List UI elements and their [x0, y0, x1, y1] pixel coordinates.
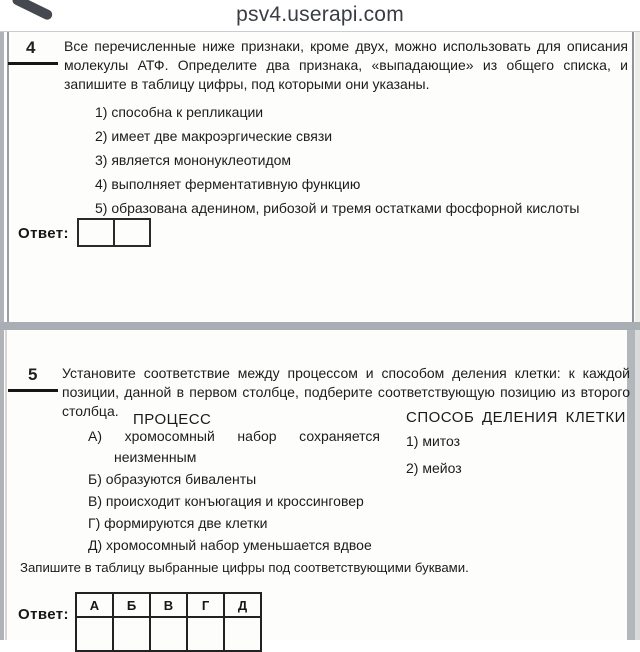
question4-option-1: 1) способна к репликации — [95, 104, 264, 120]
page-right-border-line — [632, 32, 634, 323]
answer-table-header-v: В — [150, 593, 187, 617]
page-right-edge-outer — [635, 330, 640, 640]
answer-table-cell-g — [187, 617, 224, 651]
answer-table-cell-b — [113, 617, 150, 651]
question5-right-options — [406, 428, 462, 482]
question4-option-3: 3) является мононуклеотидом — [95, 152, 292, 168]
question5-right-column-header: СПОСОБ ДЕЛЕНИЯ КЛЕТКИ — [406, 409, 626, 426]
question4-option-4: 4) выполняет ферментативную функцию — [95, 176, 361, 192]
question5-instruction-note: Запишите в таблицу выбранные цифры под соответствующими буквами. — [20, 560, 469, 575]
question4-answer-cell-1 — [79, 220, 113, 245]
question4-number: 4 — [26, 38, 36, 57]
question5-answer-table — [75, 592, 262, 652]
page-left-border-line — [5, 330, 7, 640]
question4-number-underline — [8, 62, 58, 65]
page-left-edge — [0, 330, 4, 640]
question5-option-d: Д) хромосомный набор уменьшается вдвое — [88, 537, 372, 553]
browser-bar — [0, 0, 640, 31]
page-left-edge — [0, 32, 4, 323]
question5-option-a: А) хромосомный набор сохраняется неизменным — [88, 428, 380, 465]
answer-table-cell-d — [224, 617, 261, 651]
scanned-page-question4 — [0, 31, 640, 323]
question5-method-1: 1) митоз — [406, 433, 461, 449]
answer-table-cell-v — [150, 617, 187, 651]
page-left-border-line — [7, 32, 9, 323]
answer-table-header-d: Д — [224, 593, 261, 617]
answer-table-header-b: Б — [113, 593, 150, 617]
question5-number: 5 — [28, 365, 38, 384]
question4-option-2: 2) имеет две макроэргические связи — [95, 128, 333, 144]
question5-left-column-header: ПРОЦЕСС — [133, 411, 212, 428]
question5-option-g: Г) формируются две клетки — [88, 515, 268, 531]
question4-option-5: 5) образована аденином, рибозой и тремя остатками фосфорной кислоты — [95, 200, 580, 216]
question4-answer-cell-2 — [113, 220, 149, 245]
answer-table-header-a: А — [76, 593, 113, 617]
answer-table-header-g: Г — [187, 593, 224, 617]
question5-method-2: 2) мейоз — [406, 460, 462, 476]
address-bar-url[interactable]: psv4.userapi.com — [236, 3, 404, 26]
answer-table-cell-a — [76, 617, 113, 651]
question4-answer-box — [77, 218, 151, 247]
page-right-edge — [635, 32, 640, 323]
question5-option-v: В) происходит конъюгация и кроссинговер — [88, 493, 364, 509]
question5-left-options — [88, 426, 380, 557]
question4-answer-label: Ответ: — [18, 225, 69, 242]
question5-answer-label: Ответ: — [18, 606, 69, 623]
question4-prompt: Все перечисленные ниже признаки, кроме двух, можно использовать для описания молекулы АТФ. Определите два признака, «выпадающие» из общего списка, и запишите в таблицу цифры, под которыми они указаны. — [64, 38, 628, 92]
question4-options — [95, 104, 579, 224]
question5-prompt: Установите соответствие между процессом и способом деления клетки: к каждой позиции, данной в первом столбце, подберите соответствующую позицию из второго столбца. — [62, 365, 630, 419]
question5-option-b: Б) образуются биваленты — [88, 471, 257, 487]
page-separator-band — [0, 322, 640, 330]
question5-number-underline — [8, 389, 58, 392]
scanned-page-question5 — [0, 330, 640, 640]
